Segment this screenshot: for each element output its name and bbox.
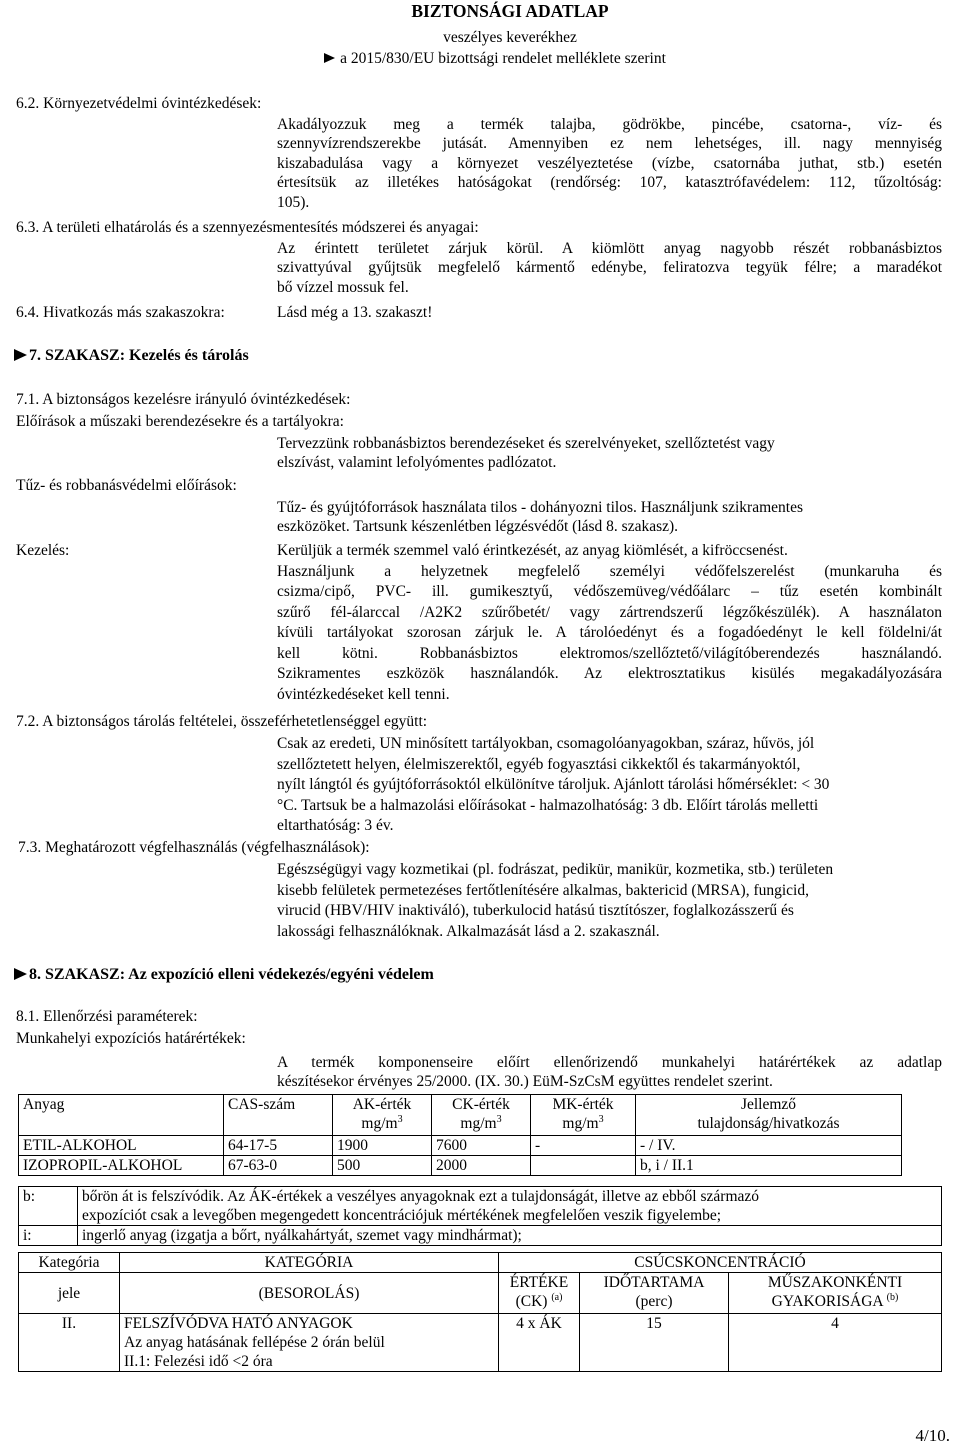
section-7-2-heading: 7.2. A biztonságos tárolás feltételei, összeférhetetlenséggel együtt: [16,713,428,730]
table-header-row [19,1273,942,1314]
header-peak-concentration: CSÚCSKONCENTRÁCIÓ [499,1253,942,1273]
header-category: Kategória [19,1253,120,1273]
fire-protection-label: Tűz- és robbanásvédelmi előírások: [16,477,237,494]
section-6-4-text: Lásd még a 13. szakaszt! [277,304,433,321]
triangle-marker-icon [14,349,27,361]
section-6-3-text: Az érintett területet zárjuk körül. A kiömlött anyag nagyobb részét robbanásbiztos szivattyúval gyűjtsük megfelelő kármentő edénybe, feliratozva tegyük félre; a maradékot bő vízzel mossuk fel. [277,240,942,296]
header-property: Jellemző tulajdonság/hivatkozás [636,1095,902,1136]
header-substance: Anyag [19,1095,224,1136]
exposure-limits-label: Munkahelyi expozíciós határértékek: [16,1030,246,1047]
header-frequency: MŰSZAKONKÉNTI GYAKORISÁGA $^{(b)}$ [729,1273,942,1314]
notes-table [18,1186,942,1246]
section-6-2-heading: 6.2. Környezetvédelmi óvintézkedések: [16,95,262,112]
page-number: 4/10. [915,1425,950,1445]
section-8-title: 8. SZAKASZ: Az expozíció elleni védekezés/egyéni védelem [14,965,434,984]
storage-text: Csak az eredeti, UN minősített tartályokban, csomagolóanyagokban, száraz, hűvös, jól szellőztetett helyen, élelmiszerektől, egyéb fogyasztási cikkektől és takarmányoktól, nyílt lángtól és gyújtóforrásoktól elkülönítve tároljuk. Ajánlott tárolási hőmérséklet: < 30 °C. Tartsuk be a halmazolási előírásokat - halmazolhatóság: 3 db. Előírt tárolás melletti eltarthatóság: 3 év. [277,735,830,834]
triangle-marker-icon [324,53,335,63]
header-kategoria: KATEGÓRIA [120,1253,499,1273]
table-row: ETIL-ALKOHOL 64-17-5 1900 7600 - - / IV. [19,1136,902,1156]
exposure-limits-table [18,1094,902,1176]
regulation-line: a 2015/830/EU bizottsági rendelet melléklete szerint [260,49,730,68]
section-6-4-heading: 6.4. Hivatkozás más szakaszokra: [16,304,225,321]
header-value: ÉRTÉKE (CK) $^{(a)}$ [499,1273,580,1314]
table-row: IZOPROPIL-ALKOHOL 67-63-0 500 2000 b, i / II.1 [19,1156,902,1176]
header-jele: jele [19,1273,120,1314]
section-6-2-text: Akadályozzuk meg a termék talajba, gödrökbe, pincébe, csatorna-, víz- és szennyvízrendszerekbe jutását. Amennyiben ez nem lehetséges, ill. nagy mennyiség kiszabadulása vagy a környezet veszélyeztetése (vízbe, csatornába juthat, stb.) esetén értesítsük az illetékes hatóságokat (rendőrség: 107, katasztrófavédelem: 112, tűzoltóság: 105). [277,116,942,211]
technical-requirements-text: Tervezzünk robbanásbiztos berendezéseket és szerelvényeket, szellőztetést vagy elszívást, valamint lefolyómentes padlózatot. [277,435,775,472]
section-7-1-heading: 7.1. A biztonságos kezelésre irányuló óvintézkedések: [16,391,351,408]
header-ck: CK-érték $mg/m^3$ [432,1095,531,1136]
header-ak: AK-érték $mg/m^3$ [333,1095,432,1136]
handling-label: Kezelés: [16,542,70,559]
fire-protection-text: Tűz- és gyújtóforrások használata tilos - dohányozni tilos. Használjunk szikramentes eszközöket. Tartsunk készenlétben légzésvédőt (lásd 8. szakasz). [277,499,803,536]
note-row-b: b: bőrön át is felszívódik. Az ÁK-értékek a veszélyes anyagoknak ezt a tulajdonságát, illetve az ebből származó expozíciót csak a levegőben megengedett koncentrációjuk mértékének megfelelően veszik figyelembe; [19,1187,942,1226]
end-use-text: Egészségügyi vagy kozmetikai (pl. fodrászat, pedikür, manikür, kozmetika, stb.) területen kisebb felületek permetezéses fertőtlenítésére alkalmas, baktericid (MRSA), fungicid, virucid (HBV/HIV inaktiváló), tuberkulocid hatású tisztítószer, foglalkozásszerű és lakossági felhasználóknak. Alkalmazását lásd a 2. szakasznál. [277,861,834,940]
header-cas: CAS-szám [224,1095,333,1136]
table-header-row [19,1095,902,1136]
note-row-i: i: ingerlő anyag (izgatja a bőrt, nyálkahártyát, szemet vagy mindhármat); [19,1226,942,1246]
peak-concentration-table [18,1252,942,1372]
handling-text: Kerüljük a termék szemmel való érintkezését, az anyag kiömlését, a kifröccsenést. Használjunk a helyzetnek megfelelő személyi védőfelszerelést (munkaruha és csizma/cipő, PVC- ill. gumikesztyű, védőszemüveg/védőálarc – tűz esetén kombinált szűrő fél-álarccal /A2K2 szűrőbetét/ vagy zártrendszerű légzőkészülék). A használaton kívüli tartályokat szorosan zárjuk le. A tárolóedényt és a fogadóedényt le kell földelni/át kell kötni. Robbanásbiztos elektromos/szellőztető/világítóberendezés használandó. Szikramentes eszközök használandók. Az elektrosztatikus kisülés megakadályozására óvintézkedéseket kell tenni. [277,542,942,703]
table-header-row [19,1253,942,1273]
table-row: II. FELSZÍVÓDVA HATÓ ANYAGOK Az anyag hatásának fellépése 2 órán belül II.1: Felezési idő <2 óra 4 x ÁK 15 4 [19,1314,942,1372]
header-mk: MK-érték $mg/m^3$ [531,1095,636,1136]
section-8-1-heading: 8.1. Ellenőrzési paraméterek: [16,1008,198,1025]
header-duration: IDŐTARTAMA (perc) [580,1273,729,1314]
section-6-3-heading: 6.3. A területi elhatárolás és a szennyezésmentesítés módszerei és anyagai: [16,219,479,236]
technical-requirements-label: Előírások a műszaki berendezésekre és a tartályokra: [16,413,344,430]
section-7-title: 7. SZAKASZ: Kezelés és tárolás [14,346,249,365]
triangle-marker-icon [14,968,27,980]
document-title: BIZTONSÁGI ADATLAP [411,1,609,21]
document-subtitle: veszélyes keverékhez [443,29,577,46]
header-besorolas: (BESOROLÁS) [120,1273,499,1314]
exposure-limits-text: A termék komponenseire előírt ellenőrizendő munkahelyi határértékek az adatlap készítésekor érvényes 25/2000. (IX. 30.) EüM-SzCsM együttes rendelet szerint. [277,1054,942,1091]
section-7-3-heading: 7.3. Meghatározott végfelhasználás (végfelhasználások): [18,839,370,856]
